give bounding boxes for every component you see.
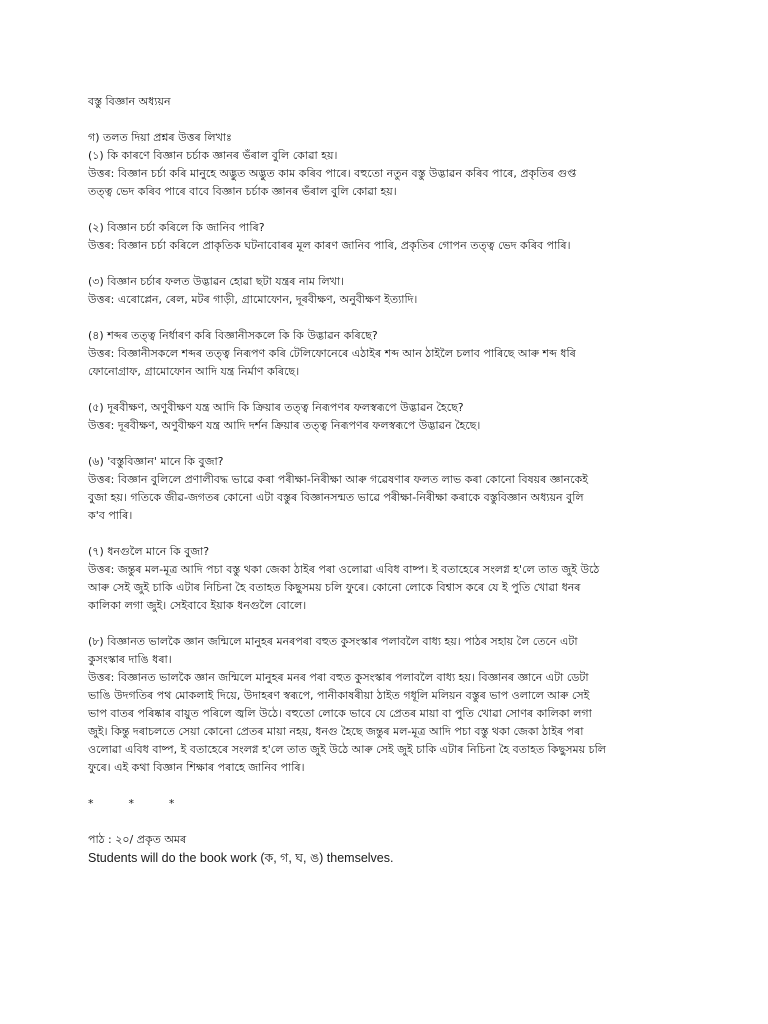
question: (২) বিজ্ঞান চৰ্চা কৰিলে কি জানিব পাৰি?: [88, 221, 265, 234]
answer-line: উত্তৰ: বিজ্ঞানত ভালকৈ জ্ঞান জন্মিলে মানুহৰ মনৰ পৰা বহুত কুসংস্কাৰ পলাবলৈ বাধ্য হয়। বিজ্ঞানৰ জ্ঞানে এটা ডেটা: [88, 671, 589, 684]
answer-line: ফোনোগ্ৰাফ, গ্ৰামোফোন আদি যন্ত্ৰ নিৰ্মাণ কৰিছে।: [88, 365, 300, 378]
answer-line: তত্ত্ব ভেদ কৰিব পাৰে বাবে বিজ্ঞান চৰ্চাক জ্ঞানৰ ভঁৰাল বুলি কোৱা হয়।: [88, 185, 397, 198]
answer-line: ভাপ বাতৰ পৰিষ্কাৰ বায়ুত পৰিলে জ্বলি উঠে। বহুতো লোকে ভাবে যে প্ৰেতৰ মায়া বা পুতি খোৱা সোণৰ কালিকা লগা: [88, 707, 592, 720]
question: (৩) বিজ্ঞান চৰ্চাৰ ফলত উদ্ভাৱন হোৱা ছটা যন্ত্ৰৰ নাম লিখা।: [88, 275, 344, 288]
qa-block-5: [88, 399, 688, 435]
answer-line: উত্তৰ: বিজ্ঞান চৰ্চা কৰি মানুহে অদ্ভুত অদ্ভুত কাম কৰিব পাৰে। বহুতো নতুন বস্তু উদ্ভাৱন কৰিব পাৰে, প্ৰকৃতিৰ গুপ্ত: [88, 167, 577, 180]
answer-line: উত্তৰ: বিজ্ঞান চৰ্চা কৰিলে প্ৰাকৃতিক ঘটনাবোৰৰ মূল কাৰণ জানিব পাৰি, প্ৰকৃতিৰ গোপন তত্ত্ব ভেদ কৰিব পাৰি।: [88, 239, 571, 252]
question: (৮) বিজ্ঞানত ভালকৈ জ্ঞান জন্মিলে মানুহৰ মনৰপৰা বহুত কুসংস্কাৰ পলাবলৈ বাধ্য হয়। পাঠৰ সহায় লৈ তেনে এটা: [88, 635, 578, 648]
answer-line: বুজা হয়। গতিকে জীৱ-জগতৰ কোনো এটা বস্তুৰ বিজ্ঞানসন্মত ভাৱে পৰীক্ষা-নিৰীক্ষা কৰাকে বস্তুবিজ্ঞান অধ্যয়ন বুলি: [88, 491, 584, 504]
document-title: বস্তু বিজ্ঞান অধ্যয়ন: [88, 95, 171, 108]
qa-block-3: [88, 273, 688, 309]
answer-line: উত্তৰ: এৰোপ্লেন, ৰেল, মটৰ গাড়ী, গ্ৰামোফোন, দূৰবীক্ষণ, অনুবীক্ষণ ইত্যাদি।: [88, 293, 418, 306]
answer-line: কালিকা লগা জুই। সেইবাবে ইয়াক ধনগুলৈ বোলে।: [88, 599, 307, 612]
question-continued: কুসংস্কাৰ দাঙি ধৰা।: [88, 653, 172, 666]
footer-note: Students will do the book work (ক, গ, ঘ, ঙ) themselves.: [88, 851, 394, 865]
qa-block-1: [88, 147, 688, 201]
footer-lesson: পাঠ : ২০/ প্ৰকৃত অমৰ: [88, 833, 187, 846]
section-heading: গ) তলত দিয়া প্ৰশ্নৰ উত্তৰ লিখাঃ: [88, 131, 232, 144]
answer-line: আৰু সেই জুই চাকি এটাৰ নিচিনা হৈ বতাহত কিছুসময় চলি ফুৰে। কোনো লোকে বিশ্বাস কৰে যে ই পুতি খোৱা ধনৰ: [88, 581, 581, 594]
answer-line: ভাঙি উদগতিৰ পথ মোকলাই দিয়ে, উদাহৰণ স্বৰূপে, পানীকাষৰীয়া ঠাইত গধূলি মলিয়ন বস্তুৰ ভাপ ওলালে আৰু সেই: [88, 689, 590, 702]
qa-block-2: [88, 219, 688, 255]
question: (১) কি কাৰণে বিজ্ঞান চৰ্চাক জ্ঞানৰ ভঁৰাল বুলি কোৱা হয়।: [88, 149, 338, 162]
qa-block-4: [88, 327, 688, 381]
answer-line: উত্তৰ: বিজ্ঞানীসকলে শব্দৰ তত্ত্ব নিৰূপণ কৰি টেলিফোনেৰে এঠাইৰ শব্দ আন ঠাইলৈ চলাব পাৰিছে আৰু শব্দ ধৰি: [88, 347, 576, 360]
question: (৭) ধনগুলৈ মানে কি বুজা?: [88, 545, 210, 558]
qa-block-7: [88, 543, 688, 615]
answer-line: ক'ব পাৰি।: [88, 509, 133, 522]
question: (৬) 'বস্তুবিজ্ঞান' মানে কি বুজা?: [88, 455, 224, 468]
answer-line: উত্তৰ: দূৰবীক্ষণ, অণুবীক্ষণ যন্ত্ৰ আদি দৰ্শন ক্ৰিয়াৰ তত্ত্ব নিৰূপণৰ ফলস্বৰূপে উদ্ভাৱন হৈছে।: [88, 419, 481, 432]
section-separator: * * *: [88, 797, 175, 810]
answer-line: উত্তৰ: জন্তুৰ মল-মূত্ৰ আদি পচা বস্তু থকা জেকা ঠাইৰ পৰা ওলোৱা এবিধ বাষ্প। ই বতাহেৰে সংলগ্ন হ'লে তাত জুই উঠে: [88, 563, 600, 576]
qa-block-8: [88, 633, 688, 777]
answer-line: ফুৰে। এই কথা বিজ্ঞান শিক্ষাৰ পৰাহে জানিব পাৰি।: [88, 761, 305, 774]
answer-line: জুই। কিন্তু দৰাচলতে সেয়া কোনো প্ৰেতৰ মায়া নহয়, ধনগু হৈছে জন্তুৰ মল-মূত্ৰ আদি পচা বস্তু থকা জেকা ঠাইৰ পৰা: [88, 725, 584, 738]
document-page: [88, 93, 688, 867]
answer-line: ওলোৱা এবিধ বাষ্প, ই বতাহেৰে সংলগ্ন হ'লে তাত জুই উঠে আৰু সেই জুই চাকি এটাৰ নিচিনা হৈ বতাহত কিছুসময় চলি: [88, 743, 606, 756]
answer-line: উত্তৰ: বিজ্ঞান বুলিলে প্ৰণালীবদ্ধ ভাৱে কৰা পৰীক্ষা-নিৰীক্ষা আৰু গৱেষণাৰ ফলত লাভ কৰা কোনো বিষয়ৰ জ্ঞানকেই: [88, 473, 588, 486]
qa-block-6: [88, 453, 688, 525]
question: (৪) শব্দৰ তত্ত্ব নিৰ্ধাৰণ কৰি বিজ্ঞানীসকলে কি কি উদ্ভাৱন কৰিছে?: [88, 329, 378, 342]
question: (৫) দূৰবীক্ষণ, অণুবীক্ষণ যন্ত্ৰ আদি কি ক্ৰিয়াৰ তত্ত্ব নিৰূপণৰ ফলস্বৰূপে উদ্ভাৱন হৈছে?: [88, 401, 464, 414]
